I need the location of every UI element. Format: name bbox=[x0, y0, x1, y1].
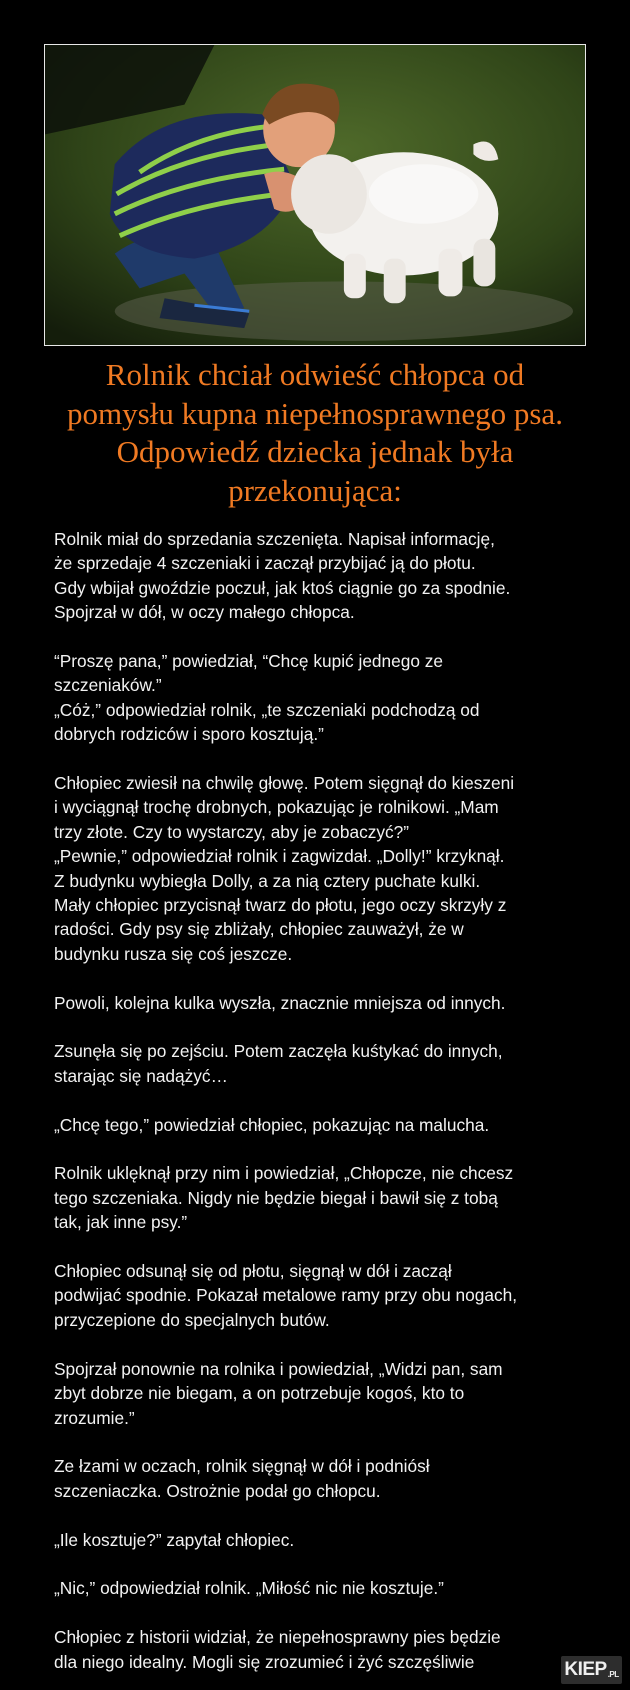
story-line: dobrych rodziców i sporo kosztują.” bbox=[54, 724, 324, 745]
story-line: „Nic,” odpowiedział rolnik. „Miłość nic nie kosztuje.” bbox=[54, 1578, 444, 1599]
story-paragraph bbox=[54, 527, 594, 625]
headline-line: Odpowiedź dziecka jednak była bbox=[116, 434, 514, 469]
story-paragraph bbox=[54, 1357, 594, 1430]
photo-boy-hugging-puppy bbox=[44, 44, 586, 346]
story-line: tego szczeniaka. Nigdy nie będzie biegał i bawił się z tobą bbox=[54, 1187, 498, 1208]
story-line: trzy złote. Czy to wystarczy, aby je zobaczyć?” bbox=[54, 821, 410, 842]
story-line: Chłopiec odsunął się od płotu, sięgnął w dół i zaczął bbox=[54, 1261, 452, 1282]
story-line: budynku rusza się coś jeszcze. bbox=[54, 943, 293, 964]
story-line: Powoli, kolejna kulka wyszła, znacznie mniejsza od innych. bbox=[54, 992, 506, 1013]
story-paragraph bbox=[54, 1454, 594, 1503]
story-text bbox=[54, 527, 594, 1674]
story-line: przyczepione do specjalnych butów. bbox=[54, 1309, 330, 1330]
watermark-main: KIEP bbox=[564, 1659, 607, 1680]
story-line: Spojrzał ponownie na rolnika i powiedział, „Widzi pan, sam bbox=[54, 1358, 503, 1379]
story-paragraph bbox=[54, 771, 594, 966]
story-line: „Ile kosztuje?” zapytał chłopiec. bbox=[54, 1529, 295, 1550]
headline-line: Rolnik chciał odwieść chłopca od bbox=[105, 357, 525, 392]
watermark-tld: .PL bbox=[607, 1670, 619, 1679]
story-paragraph bbox=[54, 1259, 594, 1332]
story-line: szczeniaczka. Ostrożnie podał go chłopcu. bbox=[54, 1480, 381, 1501]
story-line: dla niego idealny. Mogli się zrozumieć i żyć szczęśliwie bbox=[54, 1651, 475, 1672]
story-line: radości. Gdy psy się zbliżały, chłopiec zauważył, że w bbox=[54, 919, 464, 940]
story-paragraph bbox=[54, 1576, 594, 1600]
story-line: i wyciągnął trochę drobnych, pokazując je rolnikowi. „Mam bbox=[54, 797, 499, 818]
story-line: “Proszę pana,” powiedział, “Chcę kupić jednego ze bbox=[54, 651, 444, 672]
story-line: Spojrzał w dół, w oczy małego chłopca. bbox=[54, 602, 355, 623]
story-paragraph bbox=[54, 991, 594, 1015]
story-line: „Chcę tego,” powiedział chłopiec, pokazując na malucha. bbox=[54, 1114, 490, 1135]
story-line: Rolnik miał do sprzedania szczenięta. Napisał informację, bbox=[54, 529, 495, 549]
story-line: Gdy wbijał gwoździe poczuł, jak ktoś ciągnie go za spodnie. bbox=[54, 577, 511, 598]
story-line: zrozumie.” bbox=[54, 1407, 135, 1428]
story-line: „Pewnie,” odpowiedział rolnik i zagwizdał. „Dolly!” krzyknął. bbox=[54, 846, 505, 867]
story-line: Mały chłopiec przycisnął twarz do płotu, jego oczy skrzyły z bbox=[54, 895, 507, 916]
story-paragraph bbox=[54, 649, 594, 747]
story-line: szczeniaków.” bbox=[54, 675, 162, 696]
story-line: Z budynku wybiegła Dolly, a za nią cztery puchate kulki. bbox=[54, 870, 481, 891]
story-line: podwijać spodnie. Pokazał metalowe ramy przy obu nogach, bbox=[54, 1285, 518, 1306]
story-line: Chłopiec zwiesił na chwilę głowę. Potem sięgnął do kieszeni bbox=[54, 773, 515, 794]
story-line: Rolnik uklęknął przy nim i powiedział, „Chłopcze, nie chcesz bbox=[54, 1163, 514, 1184]
story-line: Chłopiec z historii widział, że niepełnosprawny pies będzie bbox=[54, 1627, 501, 1648]
story-paragraph bbox=[54, 1161, 594, 1234]
story-line: Zsunęła się po zejściu. Potem zaczęła kuśtykać do innych, bbox=[54, 1041, 503, 1062]
story-line: tak, jak inne psy.” bbox=[54, 1212, 188, 1233]
story-paragraph bbox=[54, 1528, 594, 1552]
headline-line: przekonująca: bbox=[228, 472, 402, 508]
story-paragraph bbox=[54, 1625, 594, 1674]
story-line: zbyt dobrze nie biegam, a on potrzebuje kogoś, kto to bbox=[54, 1383, 465, 1404]
story-line: Ze łzami w oczach, rolnik sięgnął w dół i podniósł bbox=[54, 1456, 430, 1477]
article-headline bbox=[20, 356, 610, 510]
boy-and-puppy-illustration bbox=[45, 45, 585, 345]
story-line: że sprzedaje 4 szczeniaki i zaczął przybijać ją do płotu. bbox=[54, 553, 476, 574]
kiep-watermark-logo bbox=[561, 1656, 622, 1684]
headline-line: pomysłu kupna niepełnosprawnego psa. bbox=[67, 395, 563, 431]
story-paragraph bbox=[54, 1039, 594, 1088]
story-line: starając się nadążyć… bbox=[54, 1065, 228, 1086]
story-paragraph bbox=[54, 1113, 594, 1137]
story-line: „Cóż,” odpowiedział rolnik, „te szczeniaki podchodzą od bbox=[54, 699, 480, 720]
